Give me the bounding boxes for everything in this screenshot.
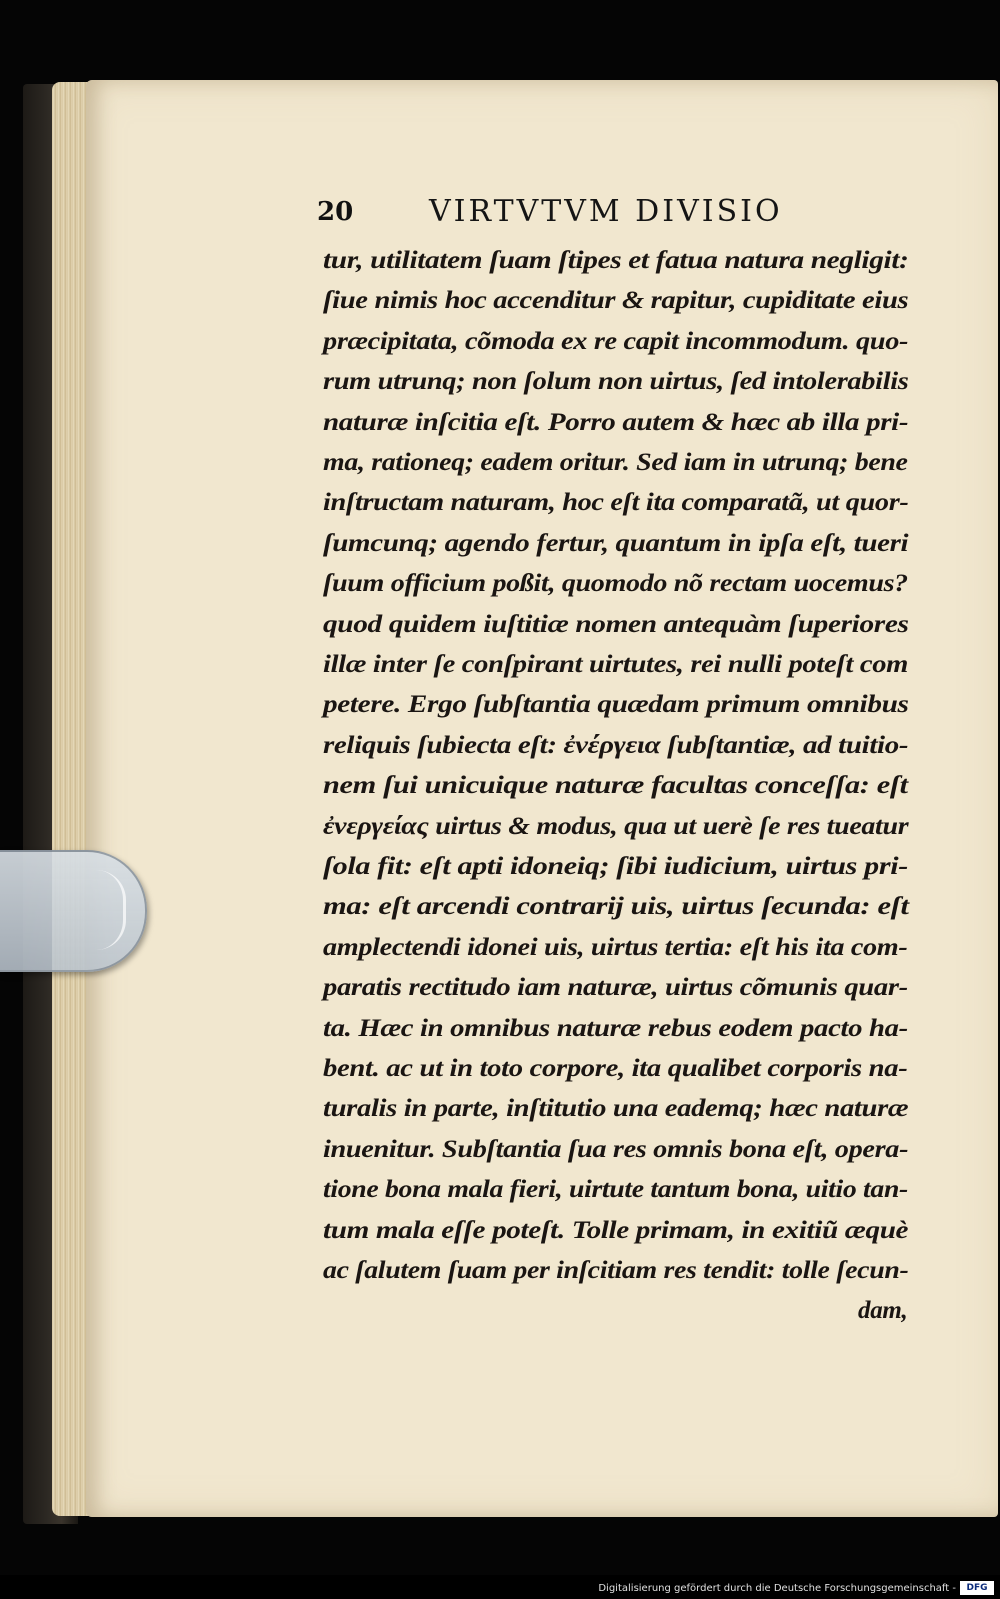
text-line: tur, utilitatem ſuam ſtipes et fatua natura negligit: [323, 247, 909, 274]
page-holder-clip [0, 850, 147, 972]
text-line: ſuum officium poßit, quomodo nõ rectam uocemus? [323, 570, 908, 598]
text-line: ſiue nimis hoc accenditur & rapitur, cupiditate eius [323, 287, 909, 315]
text-line: ma, rationeq; eadem oritur. Sed iam in utrunq; bene [323, 449, 908, 476]
text-line: amplectendi idonei uis, uirtus tertia: eſt his ita com- [323, 933, 908, 961]
text-line: ἐνεργείας uirtus & modus, qua ut uerè ſe res tueatur [323, 812, 909, 840]
text-line: ſola fit: eſt apti idoneiq; ſibi iudicium, uirtus pri- [323, 853, 908, 880]
text-line: ſumcunq; agendo fertur, quantum in ipſa eſt, tueri [323, 529, 909, 557]
text-line: ma: eſt arcendi contrarij uis, uirtus ſecunda: eſt [323, 893, 909, 921]
text-line: præcipitata, cõmoda ex re capit incommodum. quo- [323, 327, 909, 355]
running-head [317, 194, 817, 236]
text-line: petere. Ergo ſubſtantia quædam primum omnibus [323, 691, 909, 719]
text-line: bent. ac ut in toto corpore, ita qualibet corporis na- [323, 1055, 908, 1082]
text-line: tione bona mala fieri, uirtute tantum bona, uitio tan- [323, 1176, 908, 1204]
text-line: rum utrunq; non ſolum non uirtus, ſed intolerabilis [323, 368, 909, 396]
text-line: illæ inter ſe conſpirant uirtutes, rei nulli poteſt com [323, 651, 909, 678]
dfg-logo: DFG [960, 1581, 994, 1595]
text-line: paratis rectitudo iam naturæ, uirtus cõmunis quar- [323, 974, 908, 1002]
footer-bar [0, 1575, 1000, 1599]
text-line: quod quidem iuſtitiæ nomen antequàm ſuperiores [323, 610, 909, 638]
text-line: reliquis ſubiecta eſt: ἐνέργεια ſubſtantiæ, ad tuitio- [323, 731, 909, 759]
text-line: inuenitur. Subſtantia ſua res omnis bona eſt, opera- [323, 1135, 909, 1163]
text-line: ta. Hæc in omnibus naturæ rebus eodem pacto ha- [323, 1014, 908, 1042]
text-line: inſtructam naturam, hoc eſt ita comparatã, ut quor- [323, 489, 909, 517]
page-number: 20 [317, 197, 354, 227]
text-line: nem ſui unicuique naturæ facultas conceſſa: eſt [323, 772, 908, 800]
text-line: tum mala eſſe poteſt. Tolle primam, in exitiũ æquè [323, 1216, 909, 1244]
text-line: dam, [858, 1297, 908, 1325]
running-title: VIRTVTVM DIVISIO [429, 194, 783, 229]
text-line: naturæ inſcitia eſt. Porro autem & hæc ab illa pri- [323, 408, 909, 436]
digitization-credit: Digitalisierung gefördert durch die Deutsche Forschungsgemeinschaft - [598, 1583, 956, 1594]
text-line: turalis in parte, inſtitutio una eademq; hæc naturæ [323, 1095, 909, 1123]
text-line: ac ſalutem ſuam per inſcitiam res tendit: tolle ſecun- [323, 1257, 909, 1284]
